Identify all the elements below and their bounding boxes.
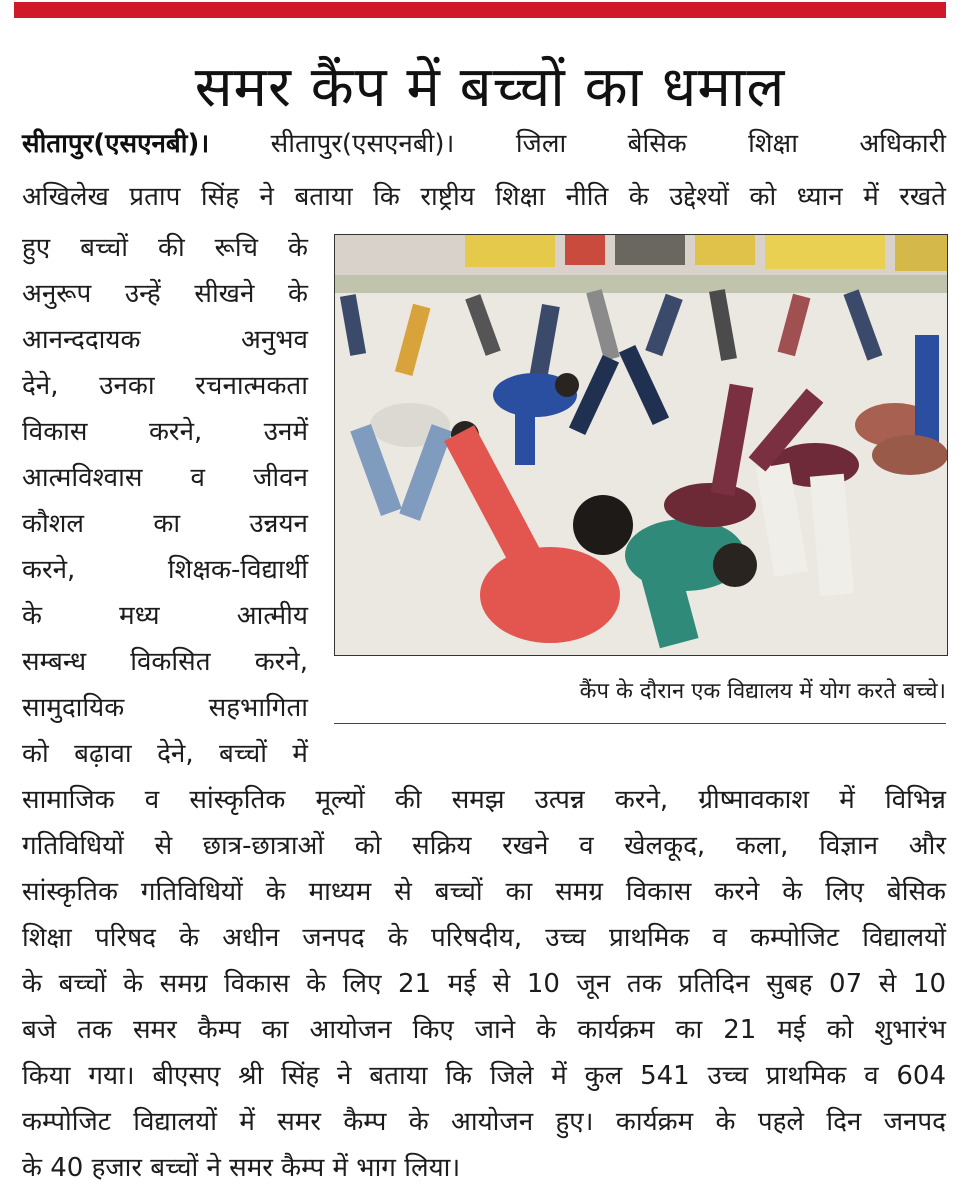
column-line: सम्बन्ध विकसित करने, <box>22 647 308 677</box>
body-line: गतिविधियों से छात्र-छात्राओं को सक्रिय रखने व खेलकूद, कला, विज्ञान और <box>22 831 946 861</box>
body-line: सामाजिक व सांस्कृतिक मूल्यों की समझ उत्पन्न करने, ग्रीष्मावकाश में विभिन्न <box>22 785 946 815</box>
column-line: को बढ़ावा देने, बच्चों में <box>22 739 308 769</box>
column-line: देने, उनका रचनात्मकता <box>22 371 308 401</box>
column-line: अनुरूप उन्हें सीखने के <box>22 279 308 309</box>
headline: समर कैंप में बच्चों का धमाल <box>194 55 786 120</box>
masthead-rule <box>14 2 946 18</box>
caption-rule <box>334 723 946 724</box>
column-line: सामुदायिक सहभागिता <box>22 693 308 723</box>
photo-caption: कैंप के दौरान एक विद्यालय में योग करते बच्चे। <box>579 679 946 704</box>
column-line: कौशल का उन्नयन <box>22 509 308 539</box>
lead-line-1 <box>22 124 946 164</box>
yoga-children-illustration <box>335 235 947 655</box>
column-line: आनन्ददायक अनुभव <box>22 325 308 355</box>
column-line: हुए बच्चों की रूचि के <box>22 233 308 263</box>
dateline: सीतापुर(एसएनबी)। <box>22 129 210 159</box>
body-line: सांस्कृतिक गतिविधियों के माध्यम से बच्चों का समग्र विकास करने के लिए बेसिक <box>22 877 946 907</box>
body-line: किया गया। बीएसए श्री सिंह ने बताया कि जिले में कुल 541 उच्च प्राथमिक व 604 <box>22 1061 946 1091</box>
column-line: विकास करने, उनमें <box>22 417 308 447</box>
column-line: करने, शिक्षक-विद्यार्थी <box>22 555 308 585</box>
news-photo <box>334 234 948 656</box>
body-line: के बच्चों के समग्र विकास के लिए 21 मई से 10 जून तक प्रतिदिन सुबह 07 से 10 <box>22 969 946 999</box>
body-line: शिक्षा परिषद के अधीन जनपद के परिषदीय, उच्च प्राथमिक व कम्पोजिट विद्यालयों <box>22 923 946 953</box>
lead-line-2: अखिलेख प्रताप सिंह ने बताया कि राष्ट्रीय शिक्षा नीति के उद्देश्यों को ध्यान में रखते <box>22 182 946 212</box>
lead-text-1: सीतापुर(एसएनबी)। जिला बेसिक शिक्षा अधिकारी <box>270 129 946 159</box>
column-line: आत्मविश्वास व जीवन <box>22 463 308 493</box>
body-line: कम्पोजिट विद्यालयों में समर कैम्प के आयोजन हुए। कार्यक्रम के पहले दिन जनपद <box>22 1107 946 1137</box>
body-line: बजे तक समर कैम्प का आयोजन किए जाने के कार्यक्रम का 21 मई को शुभारंभ <box>22 1015 946 1045</box>
column-line: के मध्य आत्मीय <box>22 601 308 631</box>
body-line-last: के 40 हजार बच्चों ने समर कैम्प में भाग लिया। <box>22 1153 461 1183</box>
